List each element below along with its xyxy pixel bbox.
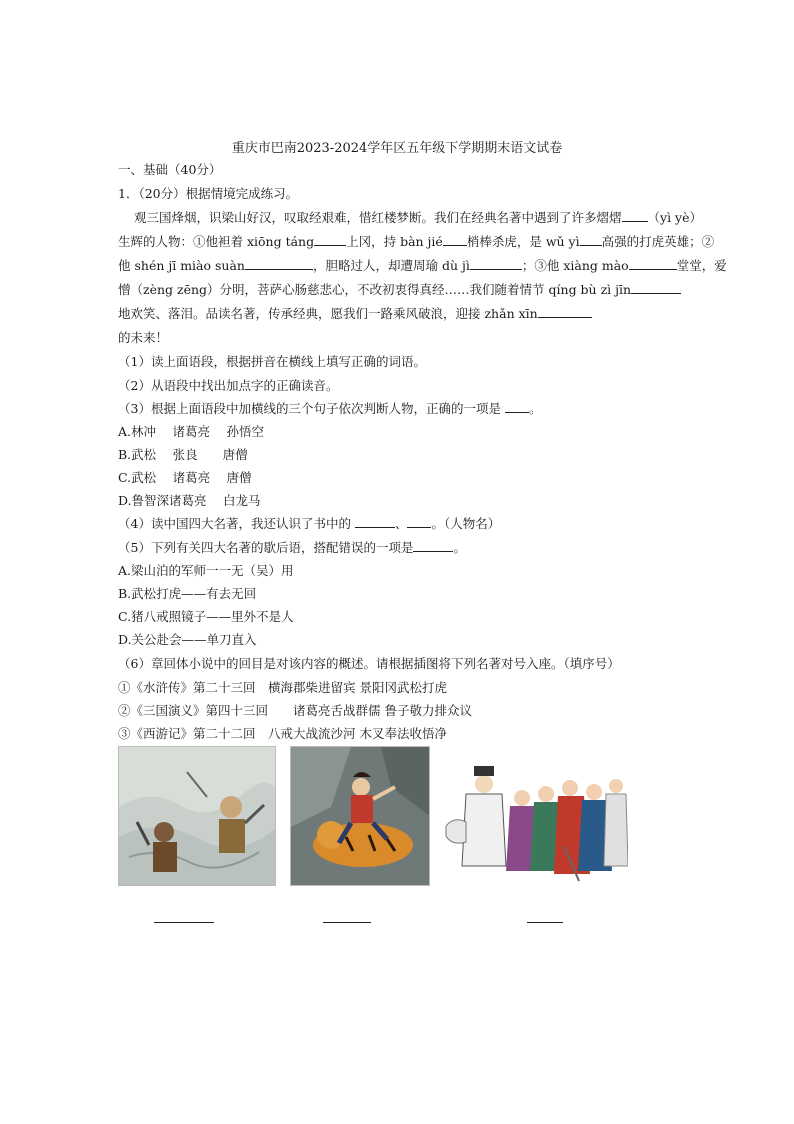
passage-text: 堂堂，爱 [676, 258, 727, 273]
passage-text: 高强的打虎英雄；② [601, 234, 715, 249]
answer-blank[interactable] [580, 233, 602, 246]
illustration-answer-blank-3[interactable] [527, 922, 563, 923]
option-c: C.武松 诸葛亮 唐僧 [118, 470, 252, 485]
passage-line-4 [118, 281, 681, 299]
passage-line-5 [118, 305, 592, 323]
answer-blank[interactable] [355, 515, 395, 528]
page-title: 重庆市巴南2023-2024学年区五年级下学期期末语文试卷 [231, 141, 563, 156]
passage-text: 生辉的人物：①他袒着 xiōng táng [118, 234, 315, 249]
passage-line-2 [118, 233, 714, 251]
passage-text: 观三国烽烟，识梁山好汉，叹取经艰难，惜红楼梦断。我们在经典名著中遇到了许多熠熠 [134, 210, 622, 225]
option-d: D.关公赴会——单刀直入 [118, 632, 257, 647]
subquestion-1: （1）读上面语段，根据拼音在横线上填写正确的词语。 [118, 354, 426, 369]
answer-blank[interactable] [629, 257, 677, 270]
answer-blank[interactable] [505, 400, 529, 413]
passage-text: 上冈，持 bàn jié [346, 234, 443, 249]
answer-blank[interactable] [622, 209, 648, 222]
subquestion-5 [118, 539, 466, 557]
answer-blank[interactable] [314, 233, 346, 246]
subquestion-text: （3）根据上面语段中加横线的三个句子依次判断人物，正确的一项是 [118, 401, 501, 416]
river-battle-image [119, 747, 276, 886]
passage-text: 他 shén jī miào suàn [118, 258, 245, 273]
subquestion-6: （6）章回体小说中的回目是对该内容的概述。请根据插图将下列名著对号入座。（填序号） [118, 656, 620, 671]
passage-text: ；③他 xiàng mào [521, 258, 629, 273]
section-heading: 一、基础（40分） [118, 162, 222, 177]
passage-line-3 [118, 257, 727, 275]
answer-blank[interactable] [443, 233, 467, 246]
subquestion-text: 、 [394, 516, 408, 531]
option-b: B.武松打虎——有去无回 [118, 586, 257, 601]
chapter-item-2: ②《三国演义》第四十三回 诸葛亮舌战群儒 鲁子敬力排众议 [118, 703, 472, 718]
option-a: A.林冲 诸葛亮 孙悟空 [118, 424, 264, 439]
answer-blank[interactable] [245, 257, 313, 270]
subquestion-text: 。 [528, 401, 542, 416]
answer-blank[interactable] [413, 539, 453, 552]
illustration-debate [444, 746, 628, 886]
option-b: B.武松 张良 唐僧 [118, 447, 248, 462]
subquestion-3 [118, 400, 541, 418]
illustration-tiger-fight [290, 746, 430, 886]
passage-line-1 [134, 209, 702, 227]
subquestion-text: 。 [453, 540, 466, 555]
answer-blank[interactable] [407, 515, 431, 528]
debate-image [444, 746, 628, 886]
subquestion-text: （5）下列有关四大名著的歇后语，搭配错误的一项是 [118, 540, 414, 555]
option-c: C.猪八戒照镜子——里外不是人 [118, 609, 294, 624]
subquestion-4 [118, 515, 500, 533]
illustration-answer-blank-1[interactable] [154, 922, 214, 923]
answer-blank[interactable] [631, 281, 681, 294]
subquestion-text: （4）读中国四大名著，我还认识了书中的 [118, 516, 351, 531]
chapter-item-3: ③《西游记》第二十二回 八戒大战流沙河 木叉奉法收悟净 [118, 726, 447, 741]
illustration-river-battle [118, 746, 276, 886]
tiger-fight-image [291, 747, 430, 886]
passage-text: ，胆略过人，却遭周瑜 dù jì [312, 258, 470, 273]
subquestion-2: （2）从语段中找出加点字的正确读音。 [118, 378, 339, 393]
passage-line-6: 的未来！ [118, 330, 169, 345]
answer-blank[interactable] [470, 257, 522, 270]
illustration-answer-blank-2[interactable] [323, 922, 371, 923]
option-a: A.梁山泊的军师一一无（吴）用 [118, 563, 294, 578]
passage-text: （yì yè） [647, 210, 703, 225]
subquestion-text: 。（人物名） [431, 516, 501, 531]
passage-text: 憎（zèng zēng）分明，菩萨心肠慈悲心，不改初衷得真经……我们随着情节 qíng bù zì jīn [118, 282, 632, 297]
question-1-heading: 1．（20分）根据情境完成练习。 [118, 186, 299, 201]
passage-text: 地欢笑、落泪。品读名著，传承经典，愿我们一路乘风破浪，迎接 zhǎn xīn [118, 306, 538, 321]
option-d: D.鲁智深诸葛亮 白龙马 [118, 493, 261, 508]
passage-text: 梢棒杀虎，是 wǔ yì [466, 234, 580, 249]
chapter-item-1: ①《水浒传》第二十三回 横海郡柴进留宾 景阳冈武松打虎 [118, 680, 447, 695]
answer-blank[interactable] [538, 305, 592, 318]
